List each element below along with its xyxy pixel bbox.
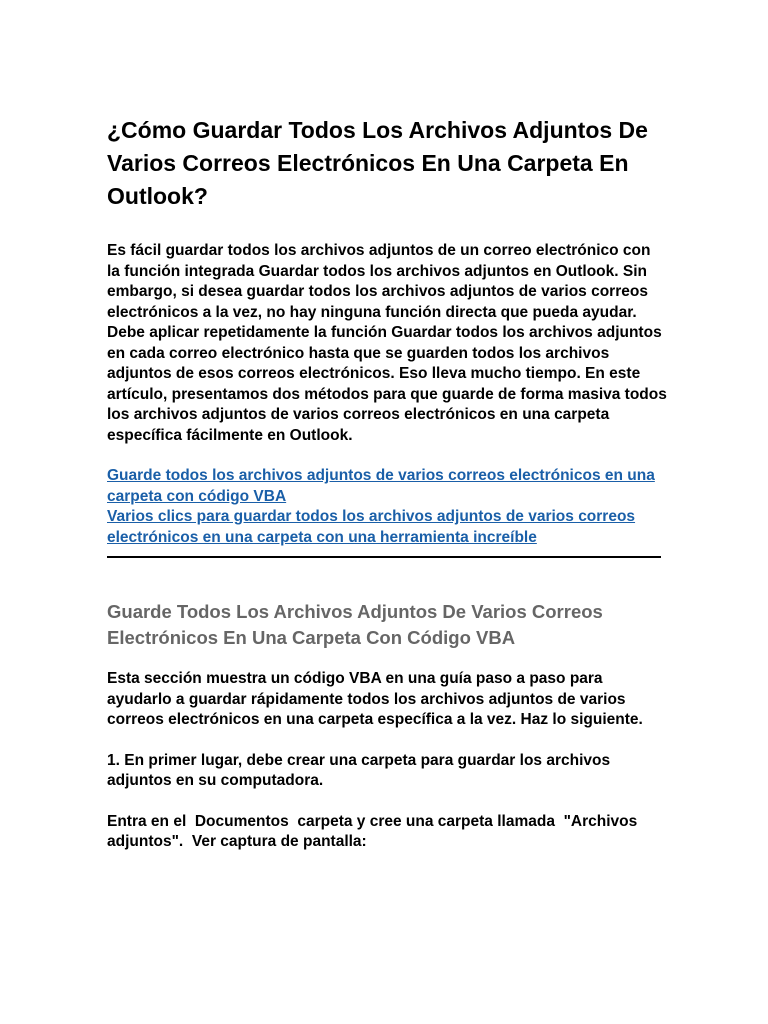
link-tool-method[interactable]: Varios clics para guardar todos los archivos adjuntos de varios correos electrónicos en una carpeta con una herramienta increíble [107,508,636,546]
step-1: 1. En primer lugar, debe crear una carpeta para guardar los archivos adjuntos en su computadora. [107,751,611,789]
divider [107,556,661,558]
method-links [107,466,667,548]
intro-paragraph: Es fácil guardar todos los archivos adjuntos de un correo electrónico con la función integrada Guardar todos los archivos adjuntos en Outlook. Sin embargo, si desea guardar todos los archivos adjuntos de varios correos electrónicos a la vez, no hay ninguna función directa que pueda ayudar. Debe aplicar repetidamente la función Guardar todos los archivos adjuntos en cada correo electrónico hasta que se guarden todos los archivos adjuntos de esos correos electrónicos. Eso lleva mucho tiempo. En este artículo, presentamos dos métodos para que guarde de forma masiva todos los archivos adjuntos de varios correos electrónicos en una carpeta específica fácilmente en Outlook. [107,242,667,444]
link-vba-method[interactable]: Guarde todos los archivos adjuntos de varios correos electrónicos en una carpeta con código VBA [107,467,655,505]
page-title: ¿Cómo Guardar Todos Los Archivos Adjuntos De Varios Correos Electrónicos En Una Carpeta En Outlook? [107,117,648,209]
step-1-detail: Entra en el Documentos carpeta y cree una carpeta llamada "Archivos adjuntos". Ver captura de pantalla: [107,812,642,850]
section-intro: Esta sección muestra un código VBA en una guía paso a paso para ayudarlo a guardar rápidamente todos los archivos adjuntos de varios correos electrónicos en una carpeta específica a la vez. Haz lo siguiente. [107,670,643,728]
article-content [107,114,667,853]
section-heading: Guarde Todos Los Archivos Adjuntos De Varios Correos Electrónicos En Una Carpeta Con Código VBA [107,601,603,648]
